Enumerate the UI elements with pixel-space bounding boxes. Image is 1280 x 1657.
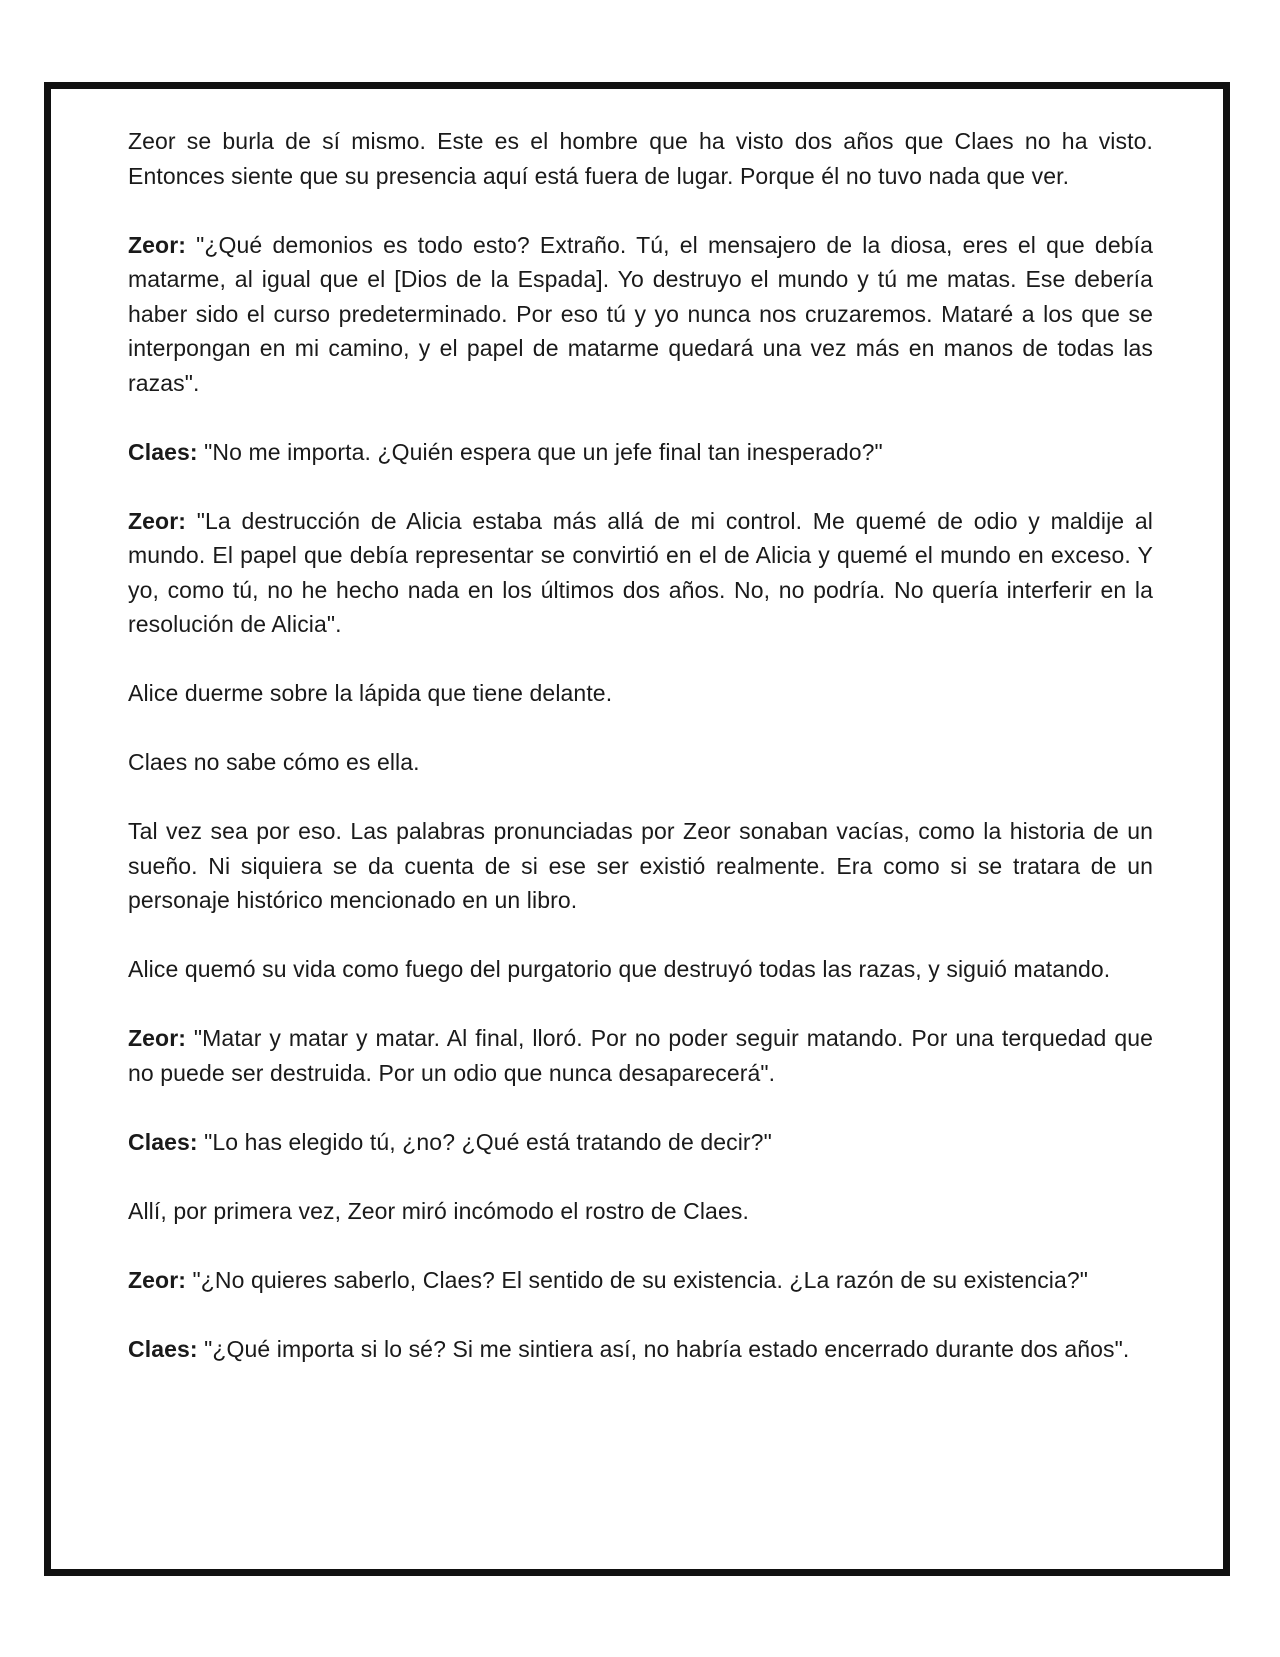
paragraph-text: Claes no sabe cómo es ella. — [128, 749, 420, 775]
speaker-label: Claes: — [128, 438, 198, 465]
paragraph-text: Zeor se burla de sí mismo. Este es el hombre que ha visto dos años que Claes no ha visto. Entonces siente que su presencia aquí está fuera de lugar. Porque él no tuvo nada que ver. — [128, 128, 1153, 189]
paragraph — [128, 676, 1153, 711]
paragraph — [128, 1125, 1153, 1160]
speaker-label: Claes: — [128, 1128, 198, 1155]
paragraph — [128, 228, 1153, 401]
paragraph — [128, 952, 1153, 987]
paragraph-text: Alice quemó su vida como fuego del purgatorio que destruyó todas las razas, y siguió matando. — [128, 956, 1111, 982]
speaker-label: Claes: — [128, 1335, 198, 1362]
paragraph-text: Tal vez sea por eso. Las palabras pronunciadas por Zeor sonaban vacías, como la historia de un sueño. Ni siquiera se da cuenta de si ese ser existió realmente. Era como si se tratara de un personaje histórico mencionado en un libro. — [128, 818, 1153, 913]
paragraph-text: "Lo has elegido tú, ¿no? ¿Qué está tratando de decir?" — [197, 1128, 772, 1155]
speaker-label: Zeor: — [128, 231, 186, 258]
paragraph — [128, 1332, 1153, 1367]
speaker-label: Zeor: — [128, 1025, 186, 1051]
paragraph — [128, 814, 1153, 918]
paragraph — [128, 1194, 1153, 1229]
speaker-label: Zeor: — [128, 507, 186, 534]
paragraph — [128, 745, 1153, 780]
paragraph-text: "Matar y matar y matar. Al final, lloró. Por no poder seguir matando. Por una terquedad que no puede ser destruida. Por un odio que nunca desaparecerá". — [128, 1025, 1153, 1086]
speaker-label: Zeor: — [128, 1266, 186, 1293]
paragraph — [128, 1263, 1153, 1298]
paragraph-text: "¿Qué demonios es todo esto? Extraño. Tú, el mensajero de la diosa, eres el que debía matarme, al igual que el [Dios de la Espada]. Yo destruyo el mundo y tú me matas. Ese debería haber sido el curso predeterminado. Por eso tú y yo nunca nos cruzaremos. Mataré a los que se interpongan en mi camino, y el papel de matarme quedará una vez más en manos de todas las razas". — [128, 231, 1153, 396]
paragraph-text: Allí, por primera vez, Zeor miró incómodo el rostro de Claes. — [128, 1197, 749, 1224]
paragraph-text: "No me importa. ¿Quién espera que un jefe final tan inesperado?" — [197, 438, 883, 465]
paragraph — [128, 1021, 1153, 1090]
paragraph — [128, 124, 1153, 193]
paragraph-text: Alice duerme sobre la lápida que tiene delante. — [128, 680, 613, 706]
paragraph — [128, 504, 1153, 642]
document-text — [128, 124, 1153, 1401]
paragraph — [128, 435, 1153, 470]
paragraph-text: "La destrucción de Alicia estaba más allá de mi control. Me quemé de odio y maldije al mundo. El papel que debía representar se convirtió en el de Alicia y quemé el mundo en exceso. Y yo, como tú, no he hecho nada en los últimos dos años. No, no podría. No quería interferir en la resolución de Alicia". — [128, 507, 1153, 637]
paragraph-text: "¿No quieres saberlo, Claes? El sentido de su existencia. ¿La razón de su existencia?" — [186, 1266, 1089, 1293]
paragraph-text: "¿Qué importa si lo sé? Si me sintiera así, no habría estado encerrado durante dos años". — [197, 1335, 1130, 1362]
